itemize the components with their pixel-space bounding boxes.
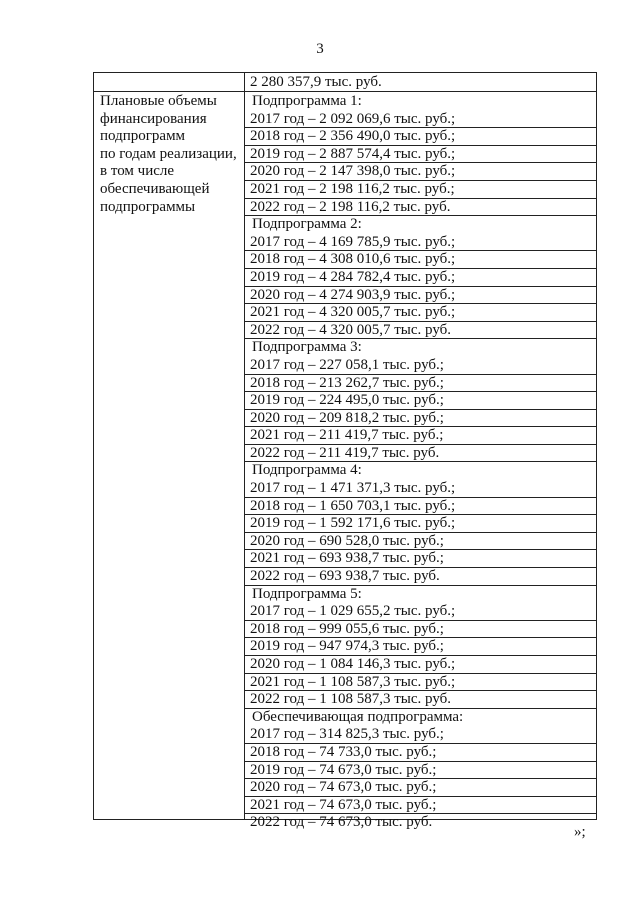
year-amount: 2019 год – 2 887 574,4 тыс. руб.;	[245, 146, 596, 164]
subprogram-group	[245, 462, 596, 585]
year-amount: 2017 год – 1 029 655,2 тыс. руб.;	[245, 603, 596, 621]
subprogram-title: Подпрограмма 3:	[252, 339, 362, 356]
financing-label	[100, 93, 242, 216]
year-amount: 2019 год – 224 495,0 тыс. руб.;	[245, 392, 596, 410]
subprogram-title: Обеспечивающая подпрограмма:	[252, 708, 464, 725]
label-line: обеспечивающей	[100, 180, 210, 197]
year-amount: 2021 год – 693 938,7 тыс. руб.;	[245, 550, 596, 568]
label-line: по годам реализации,	[100, 145, 237, 162]
subprogram-title: Подпрограмма 1:	[252, 93, 362, 109]
year-amount: 2020 год – 74 673,0 тыс. руб.;	[245, 779, 596, 797]
year-amount: 2018 год – 2 356 490,0 тыс. руб.;	[245, 128, 596, 146]
year-amount: 2019 год – 947 974,3 тыс. руб.;	[245, 638, 596, 656]
year-amount: 2018 год – 1 650 703,1 тыс. руб.;	[245, 498, 596, 516]
subprogram-title: Подпрограмма 2:	[252, 216, 362, 233]
subprogram-group	[245, 586, 596, 709]
subprogram-group	[245, 339, 596, 462]
label-line: в том числе	[100, 163, 175, 180]
year-amount: 2019 год – 1 592 171,6 тыс. руб.;	[245, 515, 596, 533]
subprogram-group	[245, 93, 596, 216]
year-amount: 2018 год – 213 262,7 тыс. руб.;	[245, 375, 596, 393]
year-amount: 2020 год – 690 528,0 тыс. руб.;	[245, 533, 596, 551]
year-amount: 2018 год – 74 733,0 тыс. руб.;	[245, 744, 596, 762]
year-amount: 2022 год – 4 320 005,7 тыс. руб.	[245, 322, 596, 340]
year-amount: 2022 год – 693 938,7 тыс. руб.	[245, 568, 596, 586]
year-amount: 2022 год – 1 108 587,3 тыс. руб.	[245, 691, 596, 709]
year-amount: 2020 год – 209 818,2 тыс. руб.;	[245, 410, 596, 428]
label-line: подпрограмм	[100, 128, 186, 145]
row-separator	[94, 91, 596, 92]
year-amount: 2021 год – 2 198 116,2 тыс. руб.;	[245, 181, 596, 199]
total-financing-value: 2 280 357,9 тыс. руб.	[250, 74, 382, 90]
subprogram-title: Подпрограмма 5:	[252, 585, 362, 602]
year-amount: 2019 год – 4 284 782,4 тыс. руб.;	[245, 269, 596, 287]
subprogram-list	[245, 93, 596, 831]
closing-quote-mark: »;	[574, 824, 586, 840]
label-line: Плановые объемы	[100, 93, 217, 109]
year-amount: 2022 год – 2 198 116,2 тыс. руб.	[245, 199, 596, 217]
year-amount: 2022 год – 211 419,7 тыс. руб.	[245, 445, 596, 463]
year-amount: 2017 год – 1 471 371,3 тыс. руб.;	[245, 480, 596, 498]
year-amount: 2021 год – 211 419,7 тыс. руб.;	[245, 427, 596, 445]
subprogram-group	[245, 216, 596, 339]
year-amount: 2017 год – 2 092 069,6 тыс. руб.;	[245, 111, 596, 129]
label-line: подпрограммы	[100, 198, 196, 215]
financing-table	[93, 72, 597, 831]
year-amount: 2017 год – 227 058,1 тыс. руб.;	[245, 357, 596, 375]
year-amount: 2021 год – 4 320 005,7 тыс. руб.;	[245, 304, 596, 322]
year-amount: 2020 год – 2 147 398,0 тыс. руб.;	[245, 163, 596, 181]
year-amount: 2020 год – 4 274 903,9 тыс. руб.;	[245, 287, 596, 305]
year-amount: 2018 год – 999 055,6 тыс. руб.;	[245, 621, 596, 639]
label-line: финансирования	[100, 110, 207, 127]
page-number: 3	[316, 41, 324, 57]
year-amount: 2018 год – 4 308 010,6 тыс. руб.;	[245, 251, 596, 269]
subprogram-title: Подпрограмма 4:	[252, 462, 362, 479]
year-amount: 2021 год – 1 108 587,3 тыс. руб.;	[245, 674, 596, 692]
year-amount: 2021 год – 74 673,0 тыс. руб.;	[245, 797, 596, 815]
year-amount: 2022 год – 74 673,0 тыс. руб.	[250, 814, 433, 831]
year-amount: 2020 год – 1 084 146,3 тыс. руб.;	[245, 656, 596, 674]
year-amount: 2019 год – 74 673,0 тыс. руб.;	[245, 762, 596, 780]
subprogram-group	[245, 709, 596, 831]
year-amount: 2017 год – 314 825,3 тыс. руб.;	[245, 726, 596, 744]
year-amount: 2017 год – 4 169 785,9 тыс. руб.;	[245, 234, 596, 252]
